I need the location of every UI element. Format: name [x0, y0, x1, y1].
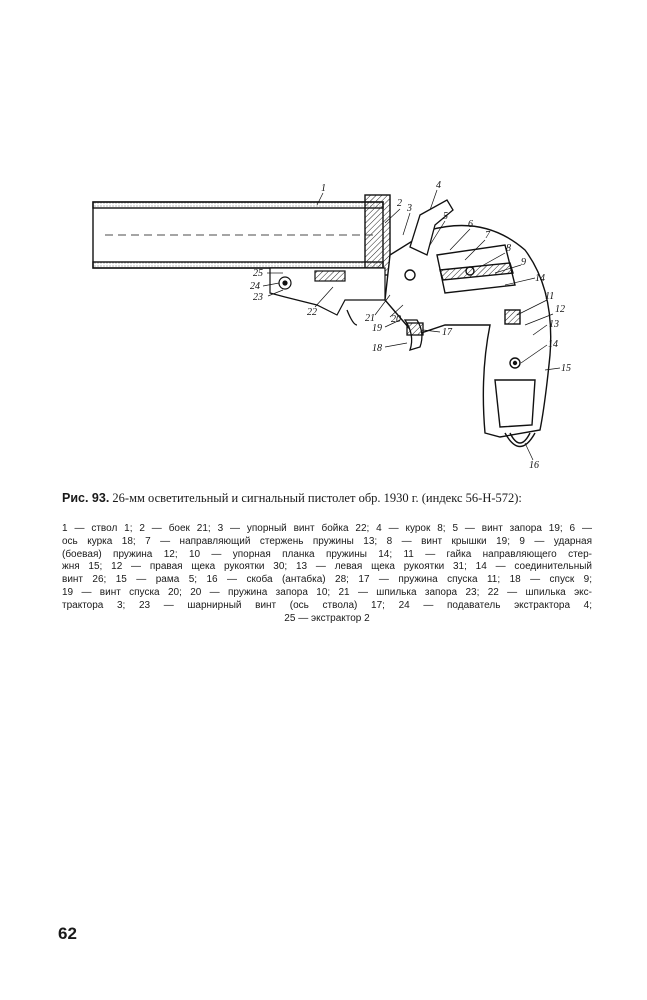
- callout-5: 5: [443, 211, 448, 222]
- callout-3: 3: [407, 203, 412, 214]
- callout-25: 25: [253, 268, 263, 279]
- callout-20: 20: [391, 314, 401, 325]
- callout-8: 8: [506, 243, 511, 254]
- callout-17: 17: [442, 327, 452, 338]
- callout-23: 23: [253, 292, 263, 303]
- legend-line: 25 — экстрактор 2: [284, 612, 370, 624]
- callout-6: 6: [468, 219, 473, 230]
- legend-line: ось курка 18; 7 — направляющий стержень пружины 13; 8 — винт крышки 19; 9 — ударная: [62, 535, 592, 547]
- callout-22: 22: [307, 307, 317, 318]
- legend-line: жня 15; 12 — правая щека рукоятки 30; 13 — левая щека рукоятки 31; 14 — соединительный: [62, 561, 592, 573]
- callout-21: 21: [365, 313, 375, 324]
- callout-11: 11: [545, 291, 555, 302]
- figure-legend: [62, 523, 592, 625]
- extractor-assembly: [270, 268, 385, 315]
- callout-24: 24: [250, 281, 260, 292]
- callout-19: 19: [372, 323, 382, 334]
- callout-15: 15: [561, 363, 571, 374]
- callout-12: 12: [555, 304, 565, 315]
- barrel: [93, 195, 390, 275]
- legend-line: (боевая) пружина 12; 10 — упорная планка пружины 14; 11 — гайка направляющего стер-: [62, 548, 592, 560]
- figure-label: Рис. 93.: [62, 491, 110, 505]
- callout-4: 4: [436, 180, 441, 191]
- callout-13: 13: [549, 319, 559, 330]
- callout-14-b: 14: [548, 339, 558, 350]
- pistol-diagram: [85, 175, 575, 475]
- callout-16: 16: [529, 460, 539, 471]
- callout-18: 18: [372, 343, 382, 354]
- callout-1: 1: [321, 183, 326, 194]
- callout-9: 9: [521, 257, 526, 268]
- legend-line: винт 26; 15 — рама 5; 16 — скоба (антабка) 28; 17 — пружина спуска 11; 18 — спуск 9;: [62, 574, 592, 586]
- legend-line: 19 — винт спуска 20; 20 — пружина запора 10; 21 — шпилька запора 23; 22 — шпилька экс-: [62, 586, 592, 598]
- page-number: 62: [58, 924, 77, 943]
- callout-14-a: 14: [535, 273, 545, 284]
- figure-title: 26-мм осветительный и сигнальный пистолет обр. 1930 г. (индекс 56-Н-572):: [112, 491, 522, 505]
- legend-line: трактора 3; 23 — шарнирный винт (ось ствола) 17; 24 — подаватель экстрактора 4;: [62, 599, 592, 611]
- legend-line: 1 — ствол 1; 2 — боек 21; 3 — упорный винт бойка 22; 4 — курок 8; 5 — винт запора 19; 6 —: [62, 523, 592, 534]
- callout-7: 7: [485, 230, 490, 241]
- figure-caption: [62, 490, 592, 506]
- callout-2: 2: [397, 198, 402, 209]
